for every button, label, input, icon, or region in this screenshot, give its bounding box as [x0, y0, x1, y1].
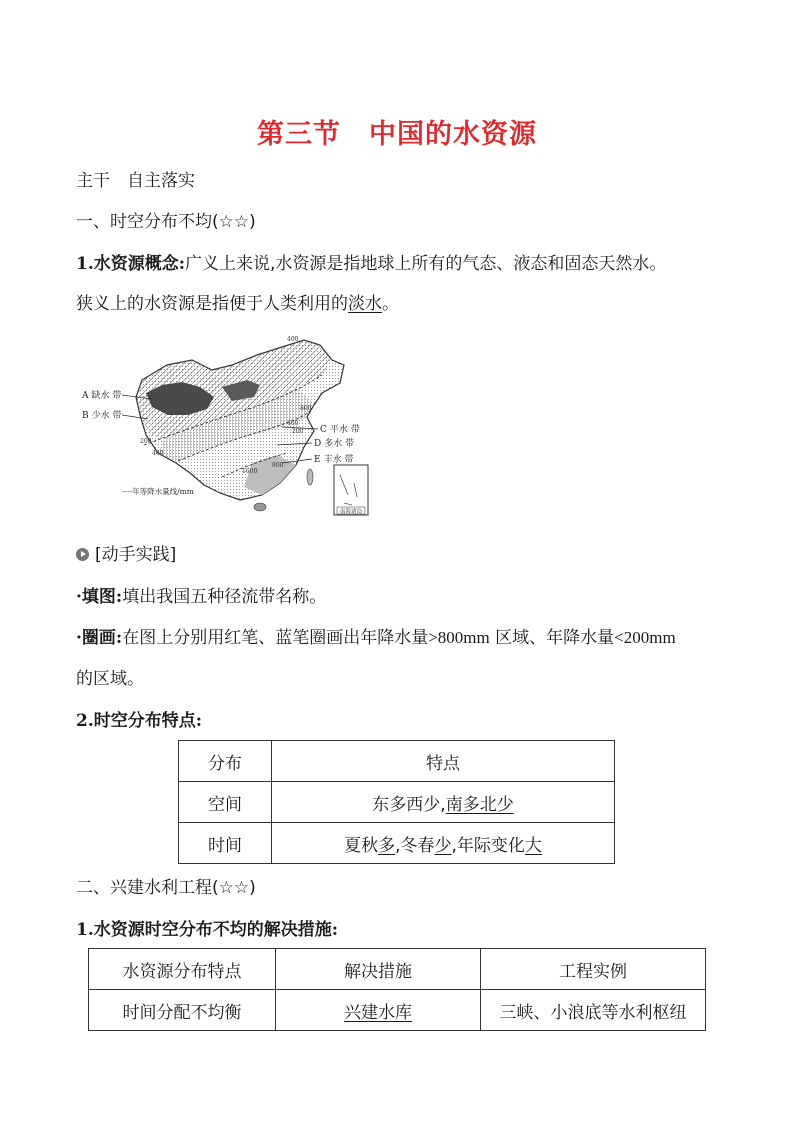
table-cell: [276, 990, 481, 1031]
practice-label: [动手实践]: [95, 545, 177, 565]
china-map-svg: [82, 335, 382, 525]
circle-instruction-line2: 的区域。: [76, 669, 144, 689]
runoff-zone-map: [82, 335, 382, 525]
table-header-cell: 分布: [179, 741, 272, 782]
concept-label: 1.水资源概念:: [76, 254, 186, 274]
circle-value-low: <200mm: [614, 628, 676, 647]
circle-value-high: >800mm: [428, 628, 490, 647]
table-row: [89, 990, 706, 1031]
zone-letter: E: [314, 455, 321, 465]
answer-text: ,冬春: [395, 835, 435, 856]
fill-text: 填出我国五种径流带名称。: [122, 587, 327, 607]
answer-blank: 南多北少: [445, 794, 514, 815]
circle-text-pre: 在图上分别用红笔、蓝笔圈画出年降水量: [122, 628, 429, 648]
svg-text:E丰水 带: [314, 453, 353, 465]
zone-letter: D: [314, 439, 322, 449]
fill-instruction: [76, 585, 326, 609]
answer-text: 东多西少,: [372, 794, 446, 815]
row-label: 时间: [179, 823, 272, 864]
isoline-label: 400: [287, 336, 299, 343]
isoline-label: 800: [272, 462, 284, 469]
isoline-label: 400: [152, 450, 164, 457]
svg-text:D多水 带: [314, 437, 354, 449]
taiwan-island: [307, 469, 313, 485]
isoline-label: 200: [292, 428, 304, 435]
zone-name: 多水 带: [324, 439, 355, 449]
inset-label: 南海诸岛: [339, 509, 363, 515]
concept-line2-pre: 狭义上的水资源是指便于人类利用的: [76, 294, 348, 314]
page-title: 第三节 中国的水资源: [257, 119, 537, 150]
answer-text: 夏秋: [344, 835, 379, 856]
subtitle: 主干 自主落实: [76, 171, 195, 191]
zone-name: 平水 带: [329, 425, 360, 435]
zone-letter: A: [82, 391, 89, 401]
table-header-row: [179, 741, 615, 782]
answer-blank: 多: [378, 835, 396, 856]
features-table: [178, 740, 615, 864]
row-answer: [272, 782, 615, 823]
concept-line2-post: 。: [382, 294, 399, 314]
section2-heading: 二、兴建水利工程(☆☆): [76, 878, 256, 898]
map-legend: ----年等降水量线/mm: [122, 487, 194, 496]
isoline-label: 800: [300, 405, 312, 412]
isoline-label: 200: [140, 438, 152, 445]
table-header-cell: 工程实例: [481, 949, 706, 990]
table-header-row: [89, 949, 706, 990]
concept-line1: [76, 252, 666, 276]
svg-text:B少水 带: [82, 409, 122, 421]
table-header-cell: 特点: [272, 741, 615, 782]
answer-text: ,年际变化: [451, 835, 525, 856]
table-row: [179, 823, 615, 864]
table-row: [179, 782, 615, 823]
zone-name: 缺水 带: [91, 391, 122, 401]
circle-text-mid: 区域、年降水量: [489, 628, 615, 648]
isoline-label: 400: [287, 420, 299, 427]
circle-label: ·圈画:: [76, 628, 123, 648]
zone-letter: B: [82, 411, 89, 421]
svg-text:C平水 带: [320, 423, 360, 435]
zone-letter: C: [320, 425, 327, 435]
zone-name: 少水 带: [91, 411, 122, 421]
play-icon: [76, 548, 89, 561]
table-header-cell: 解决措施: [276, 949, 481, 990]
table-cell: 三峡、小浪底等水利枢纽: [481, 990, 706, 1031]
table-cell: 时间分配不均衡: [89, 990, 276, 1031]
section1-heading: 一、时空分布不均(☆☆): [76, 212, 256, 232]
practice-heading: [76, 543, 176, 567]
section2-subheading: 1.水资源时空分布不均的解决措施:: [76, 920, 339, 940]
table-header-cell: 水资源分布特点: [89, 949, 276, 990]
answer-blank: 少: [434, 835, 452, 856]
answer-blank: 大: [524, 835, 542, 856]
measures-table: [88, 948, 706, 1031]
answer-blank: 兴建水库: [344, 1002, 412, 1023]
row-answer: [272, 823, 615, 864]
circle-instruction: [76, 626, 676, 650]
zone-name: 丰水 带: [323, 455, 354, 465]
isoline-label: 1600: [242, 468, 258, 475]
row-label: 空间: [179, 782, 272, 823]
concept-text: 广义上来说,水资源是指地球上所有的气态、液态和固态天然水。: [185, 254, 667, 274]
concept-line2: [76, 292, 399, 316]
hainan-island: [254, 503, 266, 511]
svg-text:A缺水 带: [82, 389, 121, 401]
answer-fresh-water: 淡水: [348, 294, 382, 314]
features-heading: 2.时空分布特点:: [76, 711, 203, 731]
fill-label: ·填图:: [76, 587, 123, 607]
